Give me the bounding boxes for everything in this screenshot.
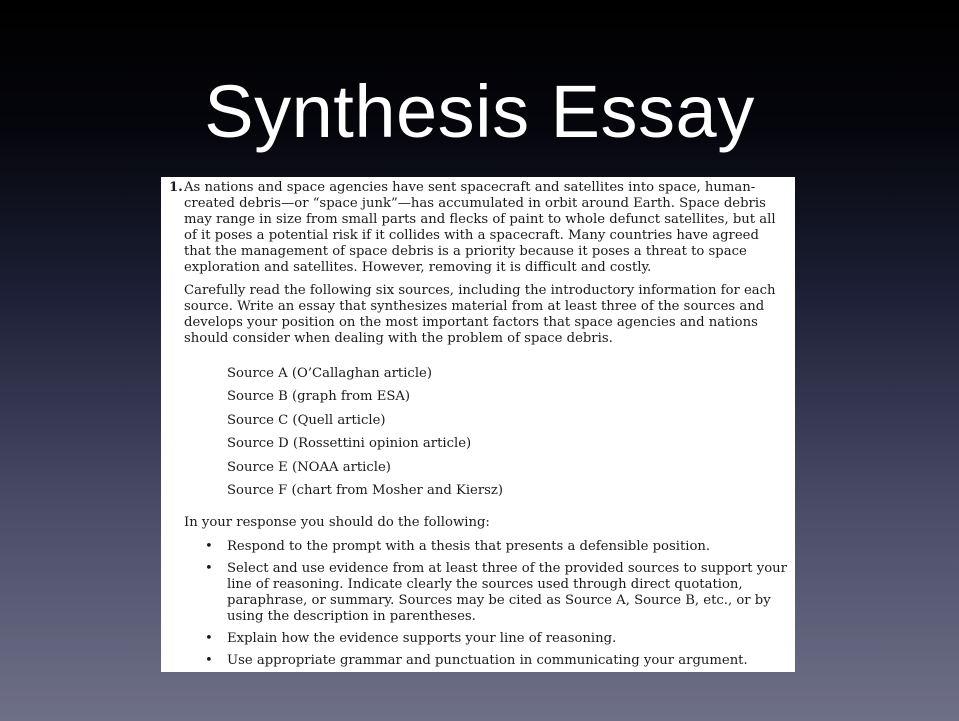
slide-title: Synthesis Essay <box>204 70 755 153</box>
instruction-list <box>205 539 791 675</box>
document-excerpt <box>161 177 795 672</box>
source-item: Source D (Rossettini opinion article) <box>227 436 472 452</box>
source-list <box>227 366 503 506</box>
source-item: Source A (O’Callaghan article) <box>227 366 432 381</box>
bullet-icon: • <box>205 631 213 646</box>
bullet-icon: • <box>205 539 213 554</box>
source-item: Source C (Quell article) <box>227 412 386 428</box>
instruction-text: Select and use evidence from at least three of the provided sources to support your line of reasoning. Indicate clearly the sources used through direct quotation, paraphrase, or summary. Sources may be cited as Source A, Source B, etc., or by using the description in parentheses. <box>227 561 787 624</box>
instruction-text: Explain how the evidence supports your line of reasoning. <box>227 631 617 646</box>
instruction-item <box>205 539 791 555</box>
source-item: Source B (graph from ESA) <box>227 389 411 405</box>
bullet-icon: • <box>205 561 213 576</box>
instruction-item <box>205 653 791 669</box>
instruction-text: Respond to the prompt with a thesis that presents a defensible position. <box>227 539 711 554</box>
source-item: Source E (NOAA article) <box>227 459 391 475</box>
instructions-intro: In your response you should do the following: <box>184 515 490 530</box>
prompt-paragraph-2: Carefully read the following six sources, including the introductory information for each source. Write an essay that synthesizes material from at least three of the sources and develops your position on the most important factors that space agencies and nations should consider when dealing with the problem of space debris. <box>184 283 776 346</box>
prompt-paragraph-1: As nations and space agencies have sent spacecraft and satellites into space, human-created debris—or “space junk”—has accumulated in orbit around Earth. Space debris may range in size from small parts and flecks of paint to whole defunct satellites, but all of it poses a potential risk if it collides with a spacecraft. Many countries have agreed that the management of space debris is a priority because it poses a threat to space exploration and satellites. However, removing it is difficult and costly. <box>184 180 776 275</box>
source-item: Source F (chart from Mosher and Kiersz) <box>227 482 504 498</box>
question-number: 1. <box>169 180 183 195</box>
instruction-item <box>205 561 791 625</box>
instruction-text: Use appropriate grammar and punctuation in communicating your argument. <box>227 653 748 668</box>
bullet-icon: • <box>205 653 213 668</box>
instruction-item <box>205 631 791 647</box>
